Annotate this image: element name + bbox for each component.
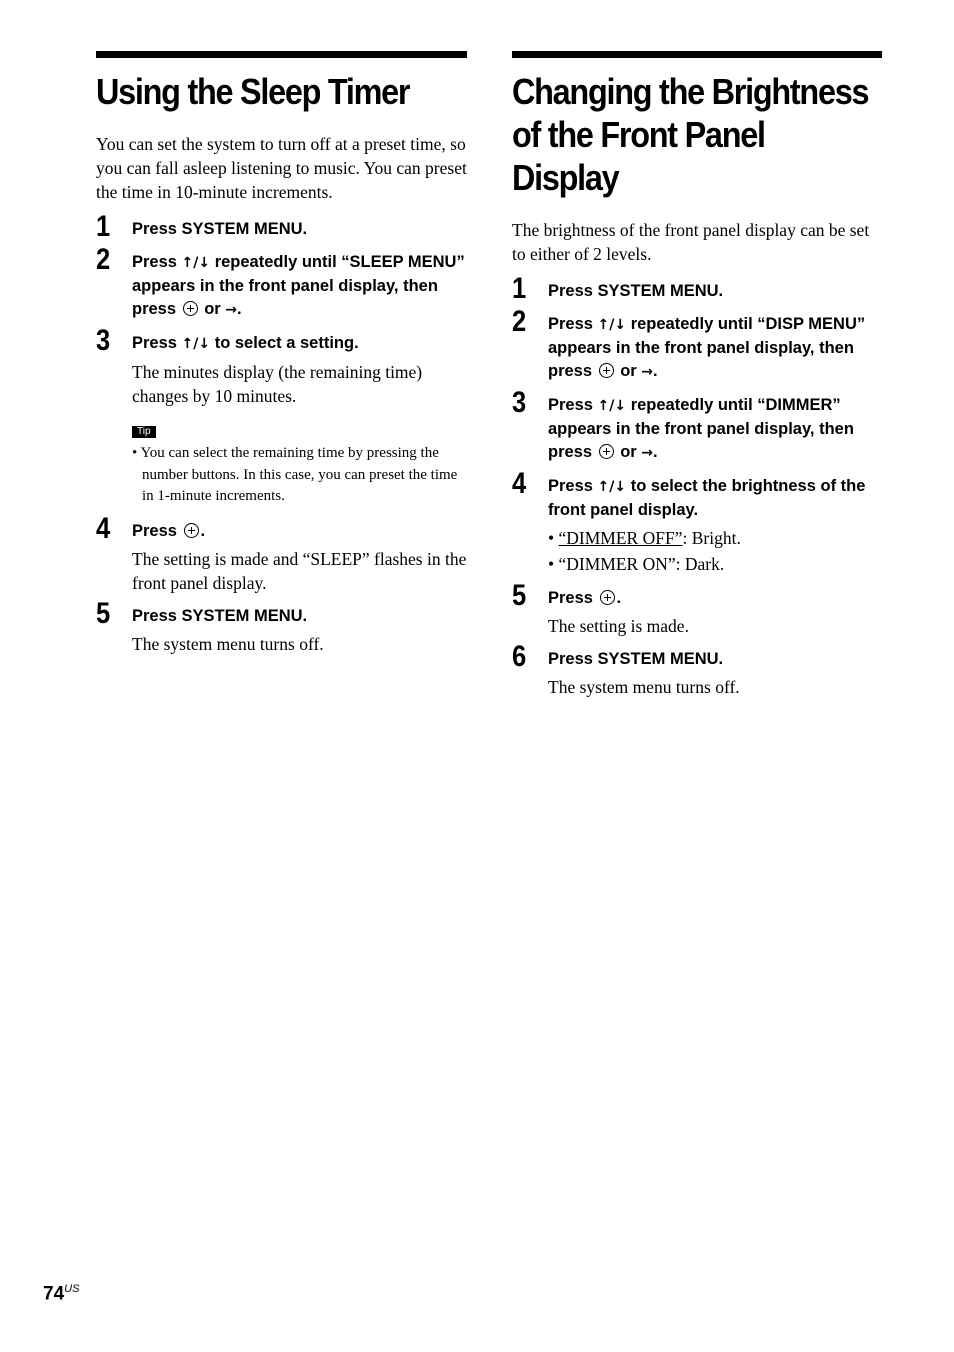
step-text: or [615,362,642,380]
brightness-options [548,525,882,577]
right-arrow-icon: → [225,302,238,318]
step-1 [96,210,467,243]
step-4 [512,467,882,577]
step-text: . [237,300,242,318]
step-text: Press [132,521,182,540]
step-number: 2 [512,305,527,338]
step-description: The system menu turns off. [548,677,740,697]
page-number [43,1283,79,1305]
step-description: The minutes display (the remaining time) changes by 10 minutes. [132,362,423,406]
step-text: repeatedly until “DISP MENU” appears in the front panel display, then press [548,315,866,380]
step-2 [96,243,467,322]
tip-badge: Tip [132,426,156,438]
brightness-section [512,51,882,699]
step-title [132,520,467,543]
step-text: repeatedly until “DIMMER” appears in the front panel display, then press [548,396,854,461]
step-text: or [199,300,226,318]
title-line: of the Front Panel [512,114,765,155]
step-6 [512,640,882,699]
step-text: Press [132,334,182,352]
step-text: Press [548,477,598,495]
step-5 [96,596,467,656]
option-text: : Bright. [682,528,741,548]
up-down-arrow-icon: ↑/↓ [597,398,627,414]
option-dimmer-off [548,525,882,551]
step-number: 1 [512,272,527,305]
enter-button-icon [600,590,615,605]
step-text: repeatedly until “SLEEP MENU” appears in the front panel display, then press [132,253,465,318]
step-text: . [653,443,658,461]
tip-text: • You can select the remaining time by pressing the number buttons. In this case, you can preset the time in 1-minute increments. [132,445,458,504]
option-dimmer-on: • “DIMMER ON”: Dark. [548,554,725,574]
step-text: Press [548,589,598,607]
step-title [548,587,882,610]
step-text: . [616,589,622,607]
step-number: 4 [96,511,111,545]
step-description: The setting is made. [548,616,689,636]
step-text: Press [132,253,182,271]
step-3 [512,386,882,465]
enter-button-icon [599,363,614,378]
step-number: 2 [96,243,111,276]
dimmer-off-label: “DIMMER OFF” [558,528,683,548]
right-arrow-icon: → [641,364,654,380]
step-text: to select the brightness of the front panel display. [548,477,866,519]
section-intro: The brightness of the front panel display can be set to either of 2 levels. [512,220,870,264]
sleep-timer-section [96,51,467,656]
step-text: Press [548,315,598,333]
step-1 [512,272,882,305]
step-number: 5 [512,579,527,612]
section-rule [512,51,882,58]
step-number: 1 [96,210,111,243]
section-intro: You can set the system to turn off at a preset time, so you can fall asleep listening to music. You can preset the time in 10-minute increments. [96,134,467,202]
title-line: Changing the Brightness [512,71,869,112]
page-number-value: 74 [43,1283,65,1305]
step-text: . [200,521,206,540]
step-description: The setting is made and “SLEEP” flashes in the front panel display. [132,548,467,593]
up-down-arrow-icon: ↑/↓ [181,336,211,352]
enter-button-icon [183,301,198,316]
step-number: 4 [512,467,527,500]
step-text: to select a setting. [210,334,359,352]
step-text: Press [548,396,598,414]
step-title [548,313,882,384]
step-text: or [615,443,642,461]
enter-button-icon [184,523,199,538]
up-down-arrow-icon: ↑/↓ [597,479,627,495]
up-down-arrow-icon: ↑/↓ [597,317,627,333]
step-title: Press SYSTEM MENU. [132,220,308,238]
enter-button-icon [599,444,614,459]
bullet-mark: • [548,528,559,548]
step-title: Press SYSTEM MENU. [548,282,724,300]
step-title: Press SYSTEM MENU. [132,606,308,625]
section-title: Using the Sleep Timer [96,71,410,112]
step-title: Press SYSTEM MENU. [548,650,724,668]
right-arrow-icon: → [641,445,654,461]
title-line: Display [512,157,619,198]
step-number: 3 [96,324,111,357]
step-text: . [653,362,658,380]
section-title [512,70,869,199]
step-title [548,475,882,522]
step-number: 6 [512,640,527,673]
step-5 [512,579,882,638]
step-number: 3 [512,386,527,419]
step-title [548,394,882,465]
step-title [132,251,467,322]
step-description: The system menu turns off. [132,633,324,654]
step-4 [96,511,467,595]
step-title [132,332,467,356]
step-number: 5 [96,596,111,630]
page-region-suffix: US [64,1283,80,1295]
step-3 [96,324,467,508]
section-rule [96,51,467,58]
up-down-arrow-icon: ↑/↓ [181,255,211,271]
step-2 [512,305,882,384]
